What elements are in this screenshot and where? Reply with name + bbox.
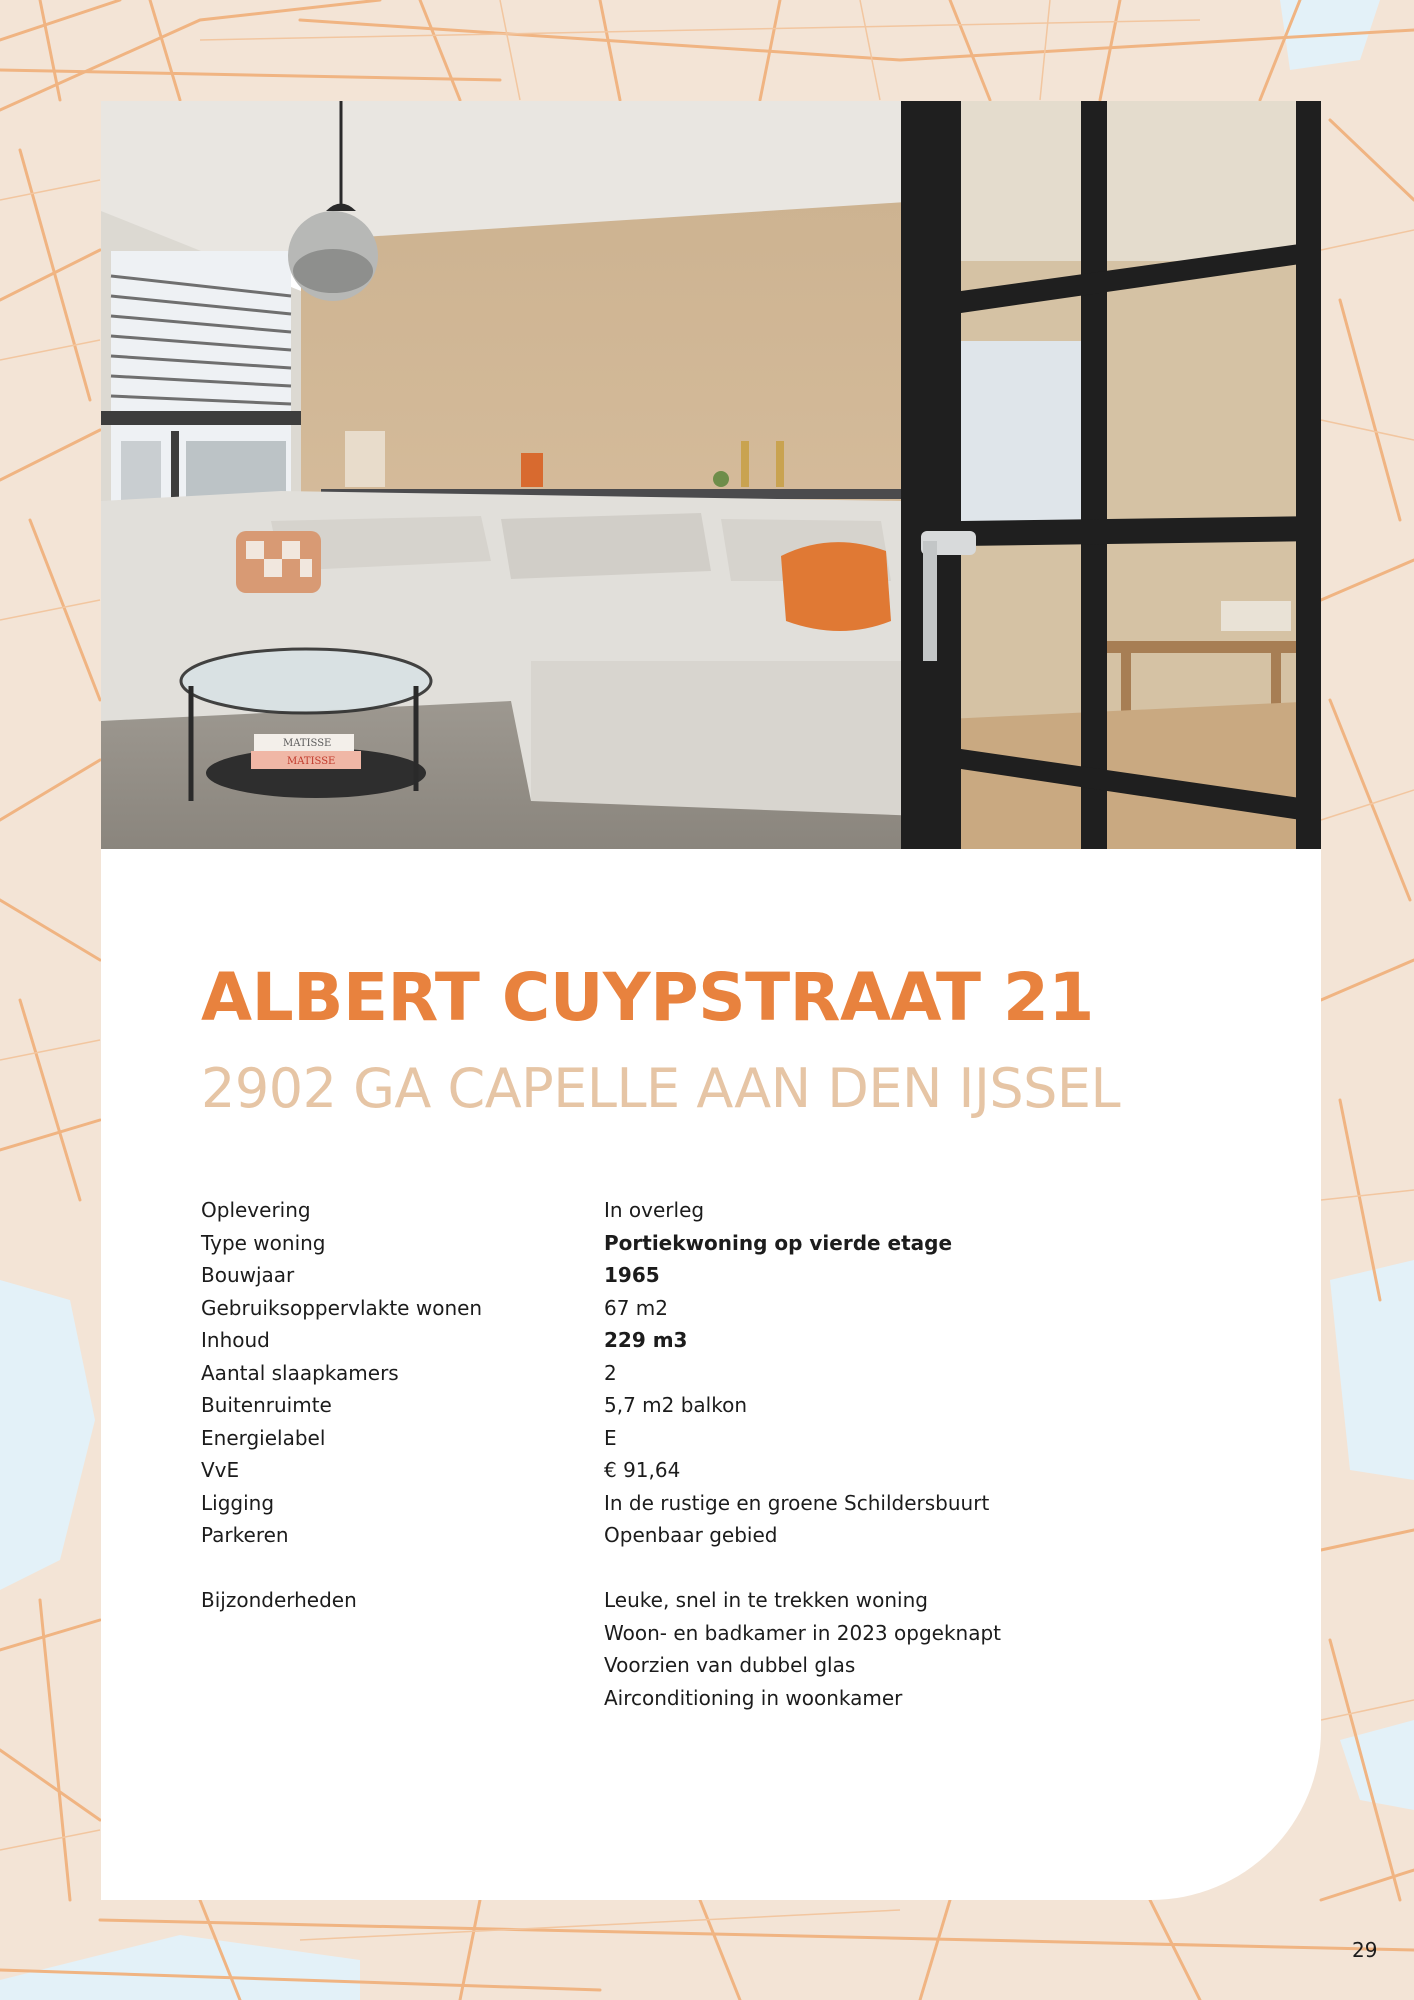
spec-value: Portiekwoning op vierde etage (604, 1230, 953, 1255)
content-card (101, 101, 1321, 1900)
book-label-bottom: MATISSE (287, 756, 336, 767)
spec-row-bouwjaar (201, 1259, 1221, 1292)
spec-row-gebruiksoppervlakte (201, 1292, 1221, 1325)
spec-value: In de rustige en groene Schildersbuurt (604, 1490, 990, 1515)
spec-value: 2 (604, 1360, 617, 1385)
spec-row-ligging (201, 1487, 1221, 1520)
spec-label: Inhoud (201, 1328, 270, 1353)
bijzonderheden-item: Voorzien van dubbel glas (604, 1653, 856, 1677)
spec-label: Bouwjaar (201, 1263, 295, 1288)
bijzonderheden-list (604, 1617, 1221, 1715)
property-specs (201, 1194, 1221, 1714)
spec-value: E (604, 1425, 617, 1450)
spec-row-vve (201, 1454, 1221, 1487)
spec-row-inhoud (201, 1324, 1221, 1357)
street-address-title: ALBERT CUYPSTRAAT 21 (201, 959, 1094, 1036)
spec-label: Parkeren (201, 1523, 289, 1548)
spec-row-oplevering (201, 1194, 1221, 1227)
spec-value: 1965 (604, 1263, 660, 1288)
living-room-photo (101, 101, 1321, 849)
spec-value: Openbaar gebied (604, 1523, 778, 1548)
spec-label: VvE (201, 1458, 240, 1483)
spec-label: Buitenruimte (201, 1393, 332, 1418)
spec-label: Oplevering (201, 1198, 311, 1223)
spec-label: Bijzonderheden (201, 1588, 357, 1613)
book-label-top: MATISSE (283, 738, 332, 749)
spec-value: 229 m3 (604, 1328, 688, 1353)
spec-row-buitenruimte (201, 1389, 1221, 1422)
spec-value: 67 m2 (604, 1295, 669, 1320)
spec-label: Ligging (201, 1490, 275, 1515)
spec-value: € 91,64 (604, 1458, 681, 1483)
page-number: 29 (1352, 1938, 1378, 1962)
spec-label: Energielabel (201, 1425, 326, 1450)
spec-value: In overleg (604, 1198, 705, 1223)
spec-row-bijzonderheden (201, 1584, 1221, 1617)
spec-row-type-woning (201, 1227, 1221, 1260)
bijzonderheden-item: Airconditioning in woonkamer (604, 1685, 903, 1710)
spec-label: Aantal slaapkamers (201, 1360, 399, 1385)
spec-row-slaapkamers (201, 1357, 1221, 1390)
city-postcode-subtitle: 2902 GA CAPELLE AAN DEN IJSSEL (201, 1057, 1121, 1120)
bijzonderheden-item: Woon- en badkamer in 2023 opgeknapt (604, 1620, 1001, 1645)
bijzonderheden-item: Leuke, snel in te trekken woning (604, 1588, 928, 1613)
spec-row-energielabel (201, 1422, 1221, 1455)
spec-label: Type woning (201, 1230, 326, 1255)
spec-value: 5,7 m2 balkon (604, 1393, 748, 1418)
spec-row-parkeren (201, 1519, 1221, 1552)
spec-label: Gebruiksoppervlakte wonen (201, 1295, 483, 1320)
